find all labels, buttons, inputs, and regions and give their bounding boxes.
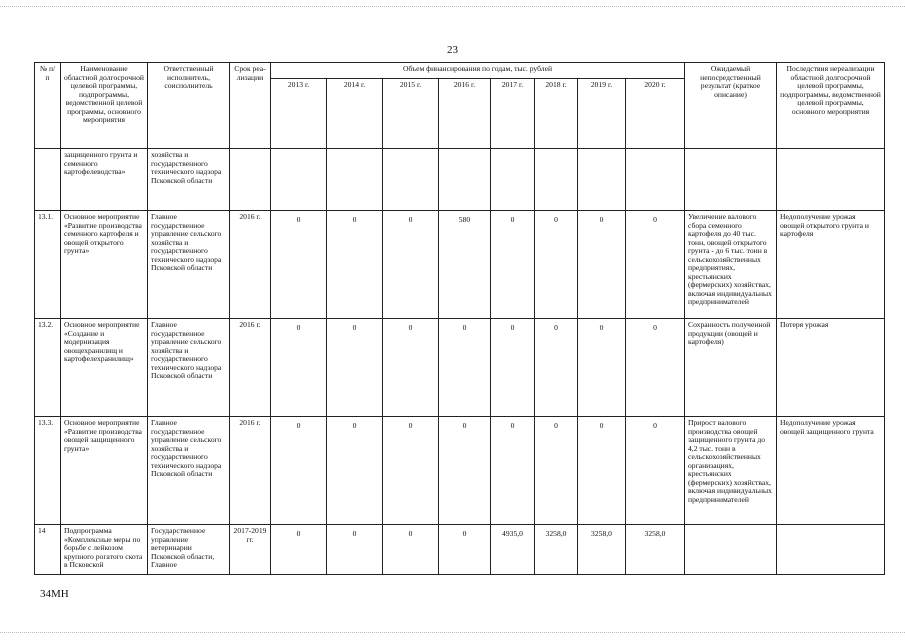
row-value: 0: [327, 525, 383, 575]
scan-edge-bottom: [0, 632, 905, 633]
row-result: Прирост валового производства овощей защищенного грунта до 4,2 тыс. тонн в сельскохозяйственных организациях, крестьянских (фермерских) хозяйствах, включая индивидуальных предпринимателей: [685, 417, 777, 525]
row-value: 0: [578, 211, 626, 319]
row-value: 0: [491, 319, 535, 417]
table-row: [35, 149, 885, 211]
row-executor: Главное государственное управление сельского хозяйства и государственного технического надзора Псковской области: [148, 319, 230, 417]
header-funding: Объем финансирования по годам, тыс. рублей: [271, 63, 685, 79]
table-row: [35, 211, 885, 319]
row-consequence: [777, 525, 885, 575]
row-name: Основное мероприятие «Развитие производства семенного картофеля и овощей открытого грунта»: [61, 211, 148, 319]
header-year: 2015 г.: [383, 79, 439, 149]
row-value: 0: [535, 417, 578, 525]
page-number: 23: [447, 44, 458, 56]
row-value: 0: [271, 417, 327, 525]
row-consequence: Недополучение урожая овощей защищенного грунта: [777, 417, 885, 525]
row-value: 0: [578, 417, 626, 525]
table-row: [35, 319, 885, 417]
header-year: 2019 г.: [578, 79, 626, 149]
row-value: 3258,0: [578, 525, 626, 575]
row-name: Основное мероприятие «Создание и модернизация овощехранилищ и картофелехранилищ»: [61, 319, 148, 417]
row-value: 0: [626, 319, 685, 417]
header-year: 2017 г.: [491, 79, 535, 149]
row-consequence: Потеря урожая: [777, 319, 885, 417]
row-executor: Государственное управление ветеринарии Псковской области, Главное: [148, 525, 230, 575]
header-year: 2016 г.: [439, 79, 491, 149]
row-result: Увеличение валового сбора семенного картофеля до 40 тыс. тонн, овощей открытого грунта - до 6 тыс. тонн в сельскохозяйственных предприятиях, крестьянских (фермерских) хозяйствах, включая индивидуальных предпринимателей: [685, 211, 777, 319]
row-value: 3258,0: [535, 525, 578, 575]
header-name: Наименование областной долгосрочной целевой программы, подпрограммы, ведомственной целевой программы, основного мероприятия: [61, 63, 148, 149]
funding-table: [34, 62, 885, 575]
row-value: 0: [439, 417, 491, 525]
row-value: [439, 149, 491, 211]
row-value: 3258,0: [626, 525, 685, 575]
row-term: 2016 г.: [230, 211, 271, 319]
row-value: 0: [271, 211, 327, 319]
row-num: [35, 149, 61, 211]
row-result: [685, 149, 777, 211]
row-value: [535, 149, 578, 211]
row-value: 0: [327, 417, 383, 525]
row-value: 0: [535, 211, 578, 319]
row-name: защищенного грунта и семенного картофелеводства»: [61, 149, 148, 211]
row-value: [383, 149, 439, 211]
row-num: 13.2.: [35, 319, 61, 417]
row-value: 0: [271, 319, 327, 417]
row-result: [685, 525, 777, 575]
header-term: Срок реа-лизации: [230, 63, 271, 149]
row-name: Основное мероприятие «Развитие производства овощей защищенного грунта»: [61, 417, 148, 525]
row-value: [491, 149, 535, 211]
header-consequences: Последствия нереализации областной долгосрочной целевой программы, подпрограммы, ведомственной целевой программы, основного мероприятия: [777, 63, 885, 149]
header-year: 2013 г.: [271, 79, 327, 149]
scan-edge-top: [0, 0, 905, 7]
row-value: 0: [383, 525, 439, 575]
row-value: 0: [327, 319, 383, 417]
row-value: [327, 149, 383, 211]
row-num: 13.1.: [35, 211, 61, 319]
row-value: 0: [439, 319, 491, 417]
header-year: 2018 г.: [535, 79, 578, 149]
row-term: [230, 149, 271, 211]
row-value: [626, 149, 685, 211]
table-row: [35, 525, 885, 575]
row-value: 0: [271, 525, 327, 575]
header-year: 2020 г.: [626, 79, 685, 149]
header-result: Ожидаемый непосредственный результат (краткое описание): [685, 63, 777, 149]
row-value: 580: [439, 211, 491, 319]
row-name: Подпрограмма «Комплексные меры по борьбе с лейкозом крупного рогатого скота в Псковской: [61, 525, 148, 575]
row-value: 0: [491, 211, 535, 319]
row-result: Сохранность полученной продукции (овощей и картофеля): [685, 319, 777, 417]
row-executor: Главное государственное управление сельского хозяйства и государственного технического надзора Псковской области: [148, 211, 230, 319]
row-value: 0: [383, 211, 439, 319]
row-term: 2017-2019 гг.: [230, 525, 271, 575]
footer-code: 34МН: [40, 588, 69, 600]
row-value: 0: [491, 417, 535, 525]
row-value: [578, 149, 626, 211]
row-term: 2016 г.: [230, 319, 271, 417]
row-value: [271, 149, 327, 211]
row-consequence: Недополучение урожая овощей открытого грунта и картофеля: [777, 211, 885, 319]
row-value: 0: [535, 319, 578, 417]
row-value: 0: [439, 525, 491, 575]
row-value: 0: [626, 417, 685, 525]
row-term: 2016 г.: [230, 417, 271, 525]
row-value: 0: [383, 319, 439, 417]
row-value: 0: [327, 211, 383, 319]
table-row: [35, 417, 885, 525]
header-executor: Ответственный исполнитель, соисполнитель: [148, 63, 230, 149]
row-num: 14: [35, 525, 61, 575]
row-executor: хозяйства и государственного технического надзора Псковской области: [148, 149, 230, 211]
header-year: 2014 г.: [327, 79, 383, 149]
row-value: 0: [626, 211, 685, 319]
header-num: № п/п: [35, 63, 61, 149]
row-consequence: [777, 149, 885, 211]
row-executor: Главное государственное управление сельского хозяйства и государственного технического надзора Псковской области: [148, 417, 230, 525]
row-value: 4935,0: [491, 525, 535, 575]
row-value: 0: [578, 319, 626, 417]
row-value: 0: [383, 417, 439, 525]
row-num: 13.3.: [35, 417, 61, 525]
